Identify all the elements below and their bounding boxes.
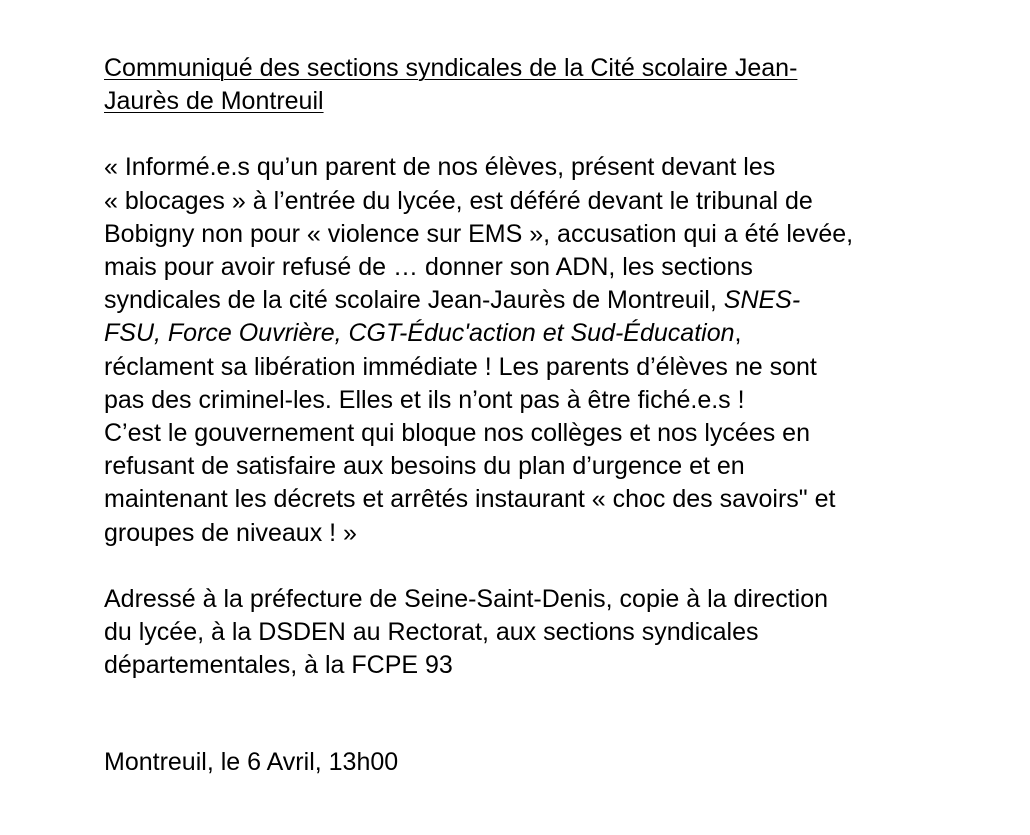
title-line: Communiqué des sections syndicales de la Cité scolaire Jean- xyxy=(104,54,798,82)
communique-title xyxy=(104,52,994,118)
title-line: Jaurès de Montreuil xyxy=(104,87,324,116)
statement-line xyxy=(104,317,994,350)
signature-line xyxy=(104,746,994,779)
statement-text: , xyxy=(734,319,742,348)
statement-line xyxy=(104,284,994,317)
union-names-italic: FSU, Force Ouvrière, CGT-Éduc'action et Sud-Éducation xyxy=(104,319,735,348)
addressed-line: du lycée, à la DSDEN au Rectorat, aux sections syndicales xyxy=(104,618,759,647)
addressed-paragraph xyxy=(104,583,994,683)
place-date: Montreuil, le 6 Avril, 13h00 xyxy=(104,748,399,777)
spacer xyxy=(104,118,994,151)
statement-line: C’est le gouvernement qui bloque nos collèges et nos lycées en xyxy=(104,419,810,448)
spacer xyxy=(104,682,994,746)
statement-line: refusant de satisfaire aux besoins du plan d’urgence et en xyxy=(104,452,745,481)
statement-line: « blocages » à l’entrée du lycée, est déféré devant le tribunal de xyxy=(104,186,813,215)
statement-line: groupes de niveaux ! » xyxy=(104,518,357,547)
spacer xyxy=(104,550,994,583)
statement-line: réclament sa libération immédiate ! Les parents d’élèves ne sont xyxy=(104,352,817,381)
addressed-line: Adressé à la préfecture de Seine-Saint-Denis, copie à la direction xyxy=(104,584,829,613)
statement-line: mais pour avoir refusé de … donner son ADN, les sections xyxy=(104,253,753,282)
union-names-italic: SNES- xyxy=(723,286,801,315)
statement-line: maintenant les décrets et arrêtés instaurant « choc des savoirs" et xyxy=(104,485,836,514)
statement-text: syndicales de la cité scolaire Jean-Jaurès de Montreuil, xyxy=(104,286,724,315)
statement-line: « Informé.e.s qu’un parent de nos élèves, présent devant les xyxy=(104,153,776,182)
document-page xyxy=(104,52,994,780)
statement-line: Bobigny non pour « violence sur EMS », accusation qui a été levée, xyxy=(104,219,854,248)
statement-line: pas des criminel-les. Elles et ils n’ont pas à être fiché.e.s ! xyxy=(104,385,745,414)
statement-paragraph xyxy=(104,151,994,549)
addressed-line: départementales, à la FCPE 93 xyxy=(104,651,453,680)
